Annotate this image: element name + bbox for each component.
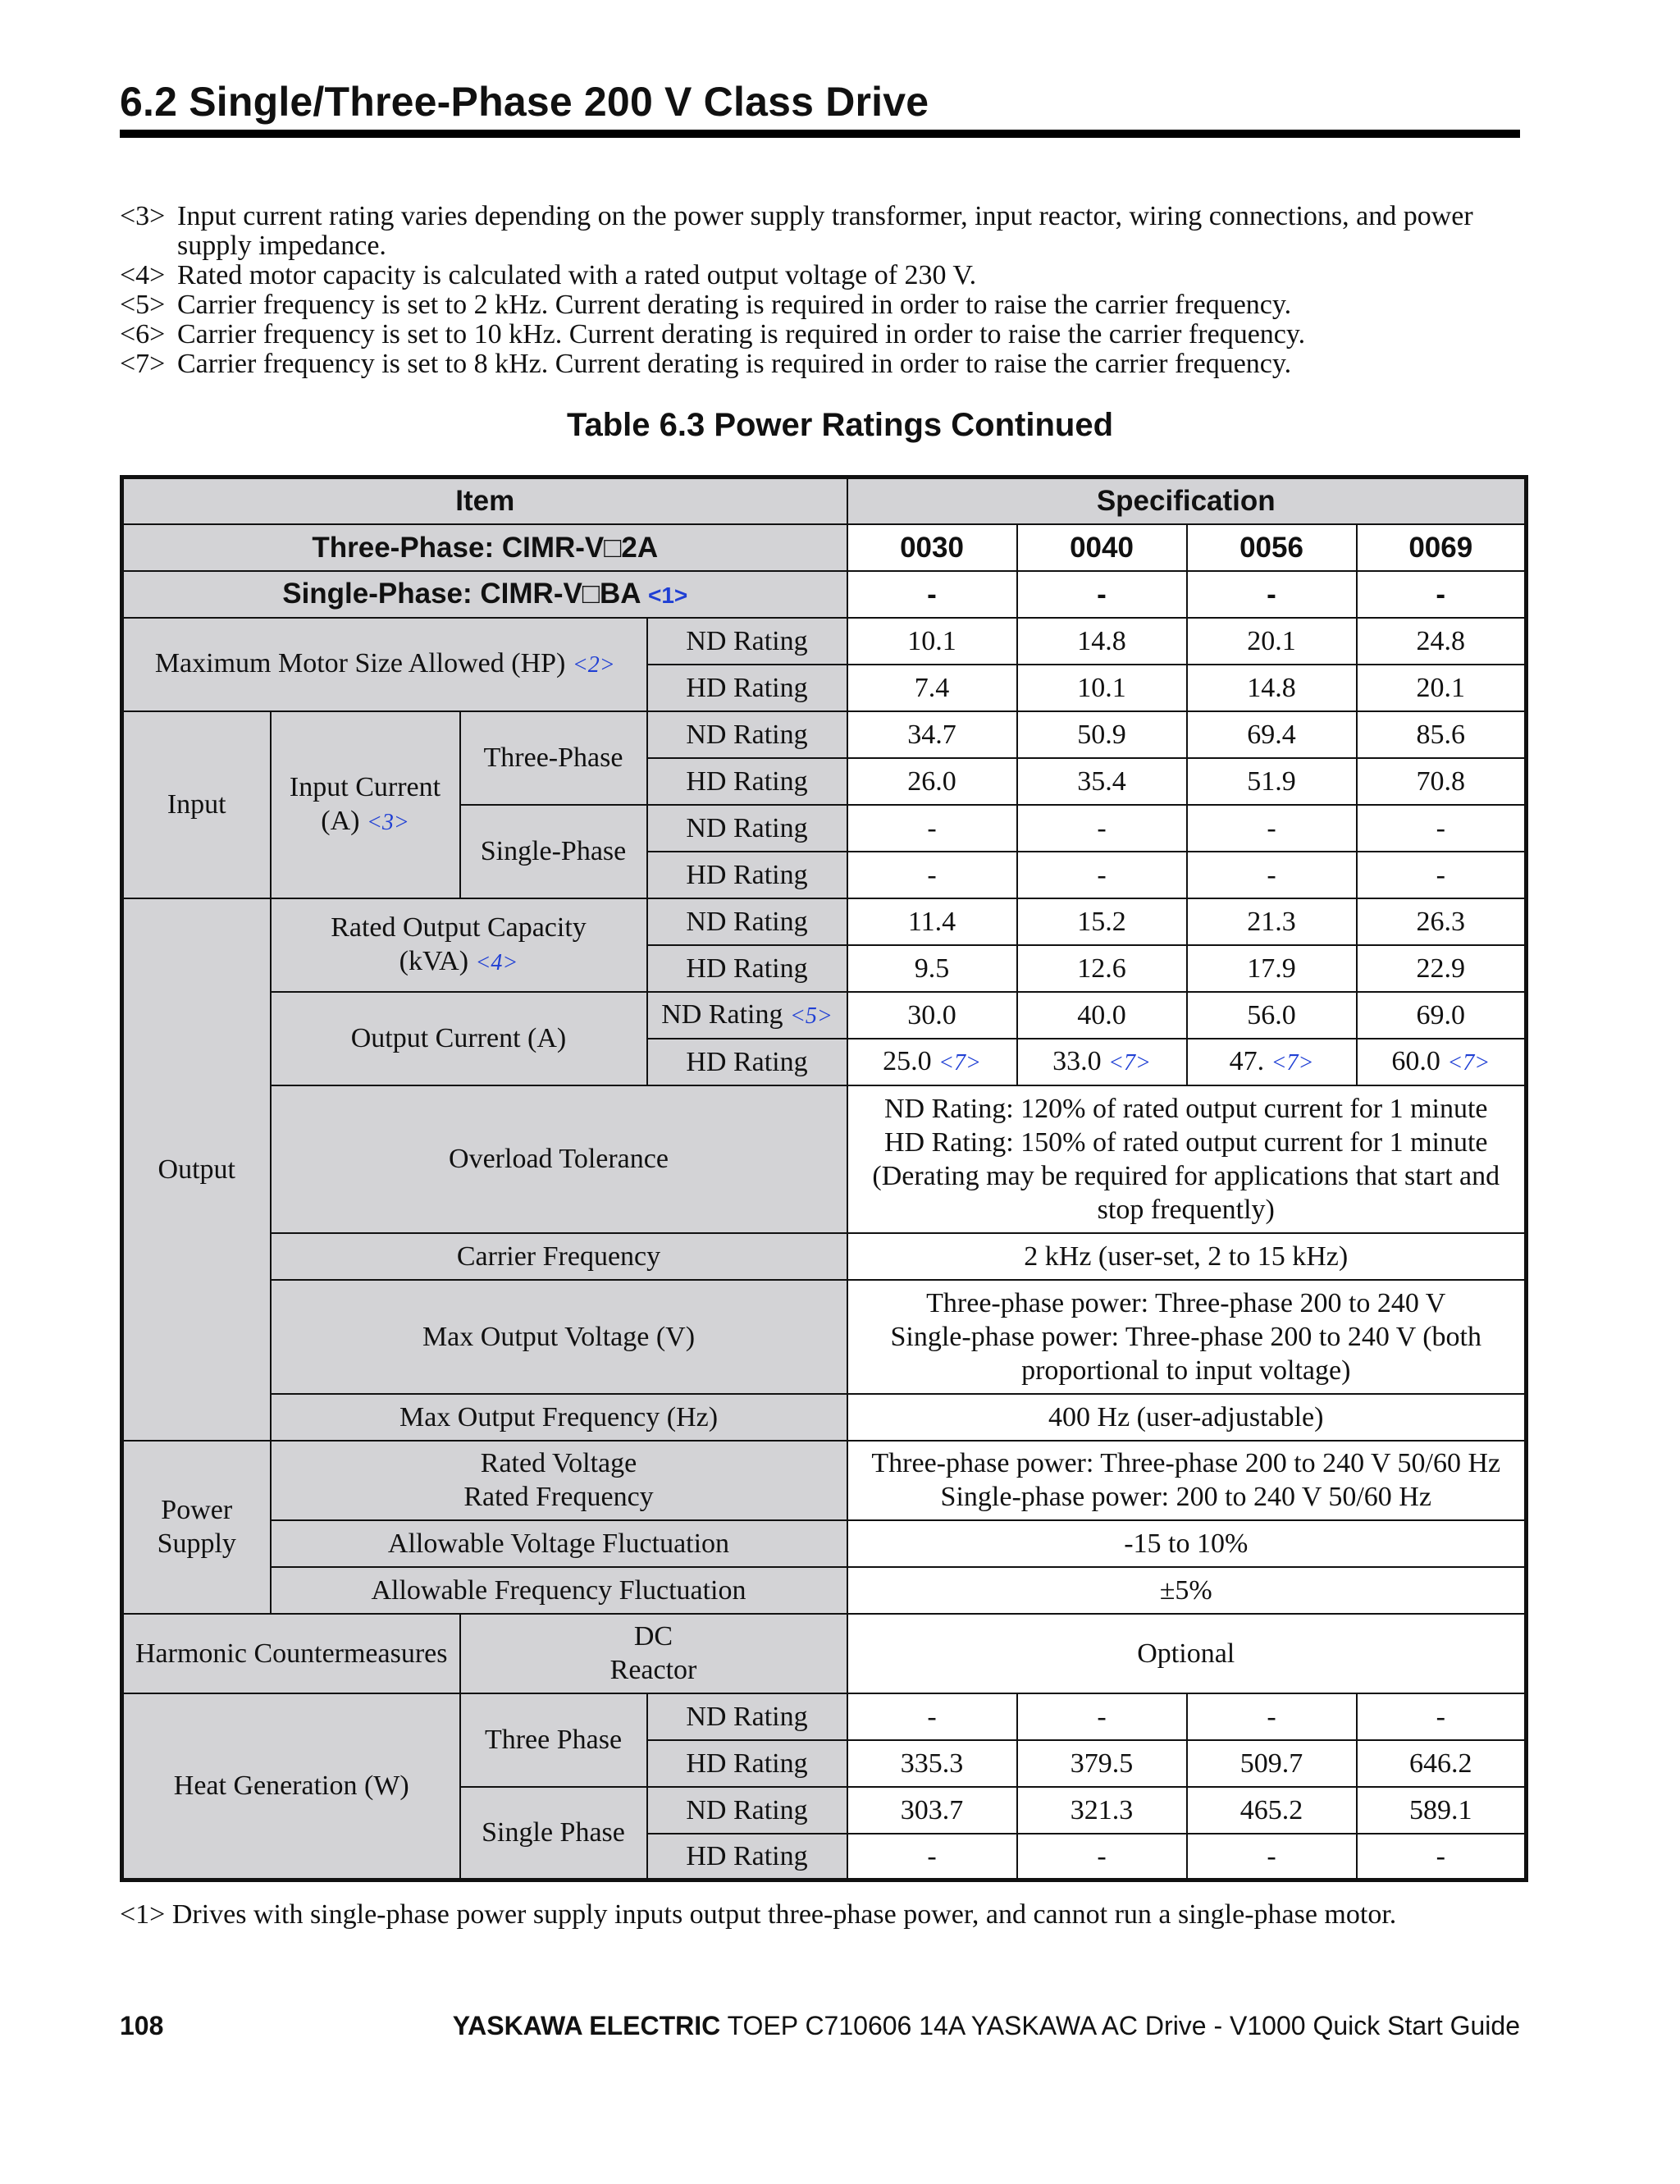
cell-value: 25.0 bbox=[883, 1045, 932, 1076]
max-output-frequency-value: 400 Hz (user-adjustable) bbox=[847, 1394, 1527, 1441]
note-tag: <3> bbox=[120, 201, 166, 231]
cell: - bbox=[1187, 1834, 1357, 1880]
input-current-unit: (A) bbox=[321, 805, 360, 836]
model-0069: 0069 bbox=[1357, 524, 1527, 571]
cell: 35.4 bbox=[1017, 758, 1187, 805]
cell: - bbox=[1017, 805, 1187, 852]
table-row bbox=[122, 711, 1527, 758]
overload-tolerance-value bbox=[847, 1085, 1527, 1233]
cell: - bbox=[1357, 805, 1527, 852]
rated-output-capacity-text: Rated Output Capacity bbox=[331, 912, 587, 943]
power-text: Power bbox=[161, 1495, 233, 1525]
three-phase-model-row bbox=[122, 524, 1527, 571]
cell: - bbox=[1357, 571, 1527, 618]
power-supply-label bbox=[122, 1441, 271, 1614]
input-current-label bbox=[271, 711, 460, 898]
cell: - bbox=[1357, 1693, 1527, 1740]
max-output-voltage-value bbox=[847, 1280, 1527, 1394]
rated-voltage-line: Single-phase power: 200 to 240 V 50/60 Hz bbox=[940, 1482, 1431, 1512]
rated-frequency-text: Rated Frequency bbox=[463, 1482, 654, 1512]
cell: 321.3 bbox=[1017, 1787, 1187, 1834]
overload-line: HD Rating: 150% of rated output current for 1 minute bbox=[883, 1126, 1488, 1158]
note-text: Carrier frequency is set to 8 kHz. Current derating is required in order to raise the carrier frequency. bbox=[177, 349, 1292, 379]
cell bbox=[1357, 1039, 1527, 1085]
note-tag: <5> bbox=[120, 290, 166, 320]
cell: 14.8 bbox=[1187, 665, 1357, 711]
cell: 11.4 bbox=[847, 898, 1017, 945]
note-tag: <6> bbox=[120, 319, 166, 350]
table-row bbox=[122, 1280, 1527, 1394]
model-0030: 0030 bbox=[847, 524, 1017, 571]
cell: - bbox=[847, 1693, 1017, 1740]
cell: 335.3 bbox=[847, 1740, 1017, 1787]
table-row bbox=[122, 1441, 1527, 1520]
note-4 bbox=[120, 261, 1514, 290]
hd-rating-label: HD Rating bbox=[647, 945, 847, 992]
cell: - bbox=[1017, 571, 1187, 618]
cell: 21.3 bbox=[1187, 898, 1357, 945]
overload-tolerance-label: Overload Tolerance bbox=[271, 1085, 847, 1233]
single-phase-model-text: Single-Phase: CIMR-V□BA bbox=[282, 577, 641, 610]
table-row bbox=[122, 618, 1527, 665]
cell: 15.2 bbox=[1017, 898, 1187, 945]
cell: - bbox=[847, 571, 1017, 618]
cell: 14.8 bbox=[1017, 618, 1187, 665]
cell: 34.7 bbox=[847, 711, 1017, 758]
table-row bbox=[122, 1394, 1527, 1441]
overload-line: ND Rating: 120% of rated output current for 1 minute bbox=[883, 1093, 1488, 1124]
rated-output-capacity-label bbox=[271, 898, 647, 992]
cell: 69.0 bbox=[1357, 992, 1527, 1039]
note-3 bbox=[120, 202, 1514, 261]
ref-link-4[interactable]: <4> bbox=[475, 949, 518, 975]
cell: 20.1 bbox=[1187, 618, 1357, 665]
note-text: Rated motor capacity is calculated with a rated output voltage of 230 V. bbox=[177, 260, 977, 290]
harmonic-value: Optional bbox=[847, 1614, 1527, 1693]
input-label: Input bbox=[122, 711, 271, 898]
nd-rating-text: ND Rating bbox=[661, 998, 783, 1030]
table-row bbox=[122, 1567, 1527, 1614]
cell: 22.9 bbox=[1357, 945, 1527, 992]
footnote-tag: <1> bbox=[120, 1899, 166, 1930]
cell: - bbox=[1017, 1693, 1187, 1740]
hd-rating-label: HD Rating bbox=[647, 665, 847, 711]
max-motor-text: Maximum Motor Size Allowed (HP) bbox=[154, 648, 566, 679]
nd-rating-label: ND Rating bbox=[647, 805, 847, 852]
output-label: Output bbox=[122, 898, 271, 1441]
cell: 17.9 bbox=[1187, 945, 1357, 992]
cell: 509.7 bbox=[1187, 1740, 1357, 1787]
ref-link-5[interactable]: <5> bbox=[789, 1003, 833, 1029]
footer-document-title bbox=[453, 2011, 1520, 2041]
rated-voltage-frequency-value bbox=[847, 1441, 1527, 1520]
table-caption: Table 6.3 Power Ratings Continued bbox=[566, 407, 1113, 443]
rated-voltage-text: Rated Voltage bbox=[480, 1448, 637, 1478]
power-ratings-table bbox=[120, 475, 1528, 1882]
hd-rating-label: HD Rating bbox=[647, 852, 847, 898]
page-number: 108 bbox=[120, 2011, 164, 2040]
voltage-line: Three-phase power: Three-phase 200 to 240 V bbox=[926, 1287, 1446, 1318]
note-5 bbox=[120, 290, 1514, 320]
nd-rating-label: ND Rating bbox=[647, 898, 847, 945]
heat-generation-label: Heat Generation (W) bbox=[122, 1693, 460, 1880]
hd-rating-label: HD Rating bbox=[647, 1740, 847, 1787]
max-output-frequency-label: Max Output Frequency (Hz) bbox=[271, 1394, 847, 1441]
note-text: Carrier frequency is set to 2 kHz. Current derating is required in order to raise the carrier frequency. bbox=[177, 290, 1292, 320]
ref-link-7[interactable]: <7> bbox=[1108, 1049, 1151, 1076]
cell: - bbox=[847, 1834, 1017, 1880]
carrier-frequency-value: 2 kHz (user-set, 2 to 15 kHz) bbox=[847, 1233, 1527, 1280]
carrier-frequency-label: Carrier Frequency bbox=[271, 1233, 847, 1280]
single-phase-model-label bbox=[122, 571, 847, 618]
cell bbox=[847, 1039, 1017, 1085]
nd-rating-label: ND Rating bbox=[647, 711, 847, 758]
ref-link-3[interactable]: <3> bbox=[366, 809, 409, 835]
cell: 56.0 bbox=[1187, 992, 1357, 1039]
allowable-frequency-value: ±5% bbox=[847, 1567, 1527, 1614]
rated-voltage-line: Three-phase power: Three-phase 200 to 240 V 50/60 Hz bbox=[871, 1448, 1501, 1478]
note-text: Input current rating varies depending on the power supply transformer, input reactor, wiring connections, and power supply impedance. bbox=[177, 201, 1473, 261]
heat-three-phase-label: Three Phase bbox=[460, 1693, 647, 1787]
nd-rating-label: ND Rating bbox=[647, 618, 847, 665]
note-tag: <7> bbox=[120, 349, 166, 379]
table-row bbox=[122, 1693, 1527, 1740]
voltage-line: Single-phase power: Three-phase 200 to 240 V (both bbox=[890, 1321, 1481, 1352]
ref-link-7[interactable]: <7> bbox=[1271, 1049, 1314, 1076]
ref-link-7[interactable]: <7> bbox=[938, 1049, 981, 1076]
cell: 20.1 bbox=[1357, 665, 1527, 711]
header-specification: Specification bbox=[847, 477, 1527, 524]
hd-rating-label: HD Rating bbox=[647, 758, 847, 805]
footer-company: YASKAWA ELECTRIC bbox=[452, 2011, 721, 2040]
cell: 12.6 bbox=[1017, 945, 1187, 992]
input-current-text: Input Current bbox=[289, 771, 441, 802]
ref-link-1[interactable]: <1> bbox=[647, 582, 688, 608]
cell: 465.2 bbox=[1187, 1787, 1357, 1834]
cell: 26.0 bbox=[847, 758, 1017, 805]
cell bbox=[1187, 1039, 1357, 1085]
note-7 bbox=[120, 350, 1514, 379]
footer-document: TOEP C710606 14A YASKAWA AC Drive - V1000 Quick Start Guide bbox=[727, 2011, 1520, 2040]
cell: - bbox=[847, 852, 1017, 898]
heat-single-phase-label: Single Phase bbox=[460, 1787, 647, 1880]
reactor-text: Reactor bbox=[609, 1655, 697, 1685]
cell: 24.8 bbox=[1357, 618, 1527, 665]
cell: 69.4 bbox=[1187, 711, 1357, 758]
notes-list bbox=[120, 202, 1514, 379]
nd-rating-label: ND Rating bbox=[647, 1693, 847, 1740]
cell-value: 33.0 bbox=[1052, 1045, 1102, 1076]
cell-value: 60.0 bbox=[1391, 1045, 1440, 1076]
cell: 26.3 bbox=[1357, 898, 1527, 945]
footnote-text: Drives with single-phase power supply inputs output three-phase power, and cannot run a single-phase motor. bbox=[171, 1899, 1397, 1930]
cell-value: 47. bbox=[1229, 1045, 1265, 1076]
table-row bbox=[122, 1520, 1527, 1567]
cell: - bbox=[1017, 1834, 1187, 1880]
cell: 10.1 bbox=[847, 618, 1017, 665]
overload-line: stop frequently) bbox=[1097, 1194, 1275, 1225]
cell: 10.1 bbox=[1017, 665, 1187, 711]
voltage-line: proportional to input voltage) bbox=[1021, 1355, 1351, 1386]
cell: 7.4 bbox=[847, 665, 1017, 711]
table-row bbox=[122, 898, 1527, 945]
cell: - bbox=[1187, 852, 1357, 898]
footnote bbox=[120, 1899, 1396, 1930]
three-phase-label: Three-Phase bbox=[460, 711, 647, 805]
cell: - bbox=[1187, 571, 1357, 618]
ref-link-7[interactable]: <7> bbox=[1447, 1049, 1491, 1076]
cell: - bbox=[1017, 852, 1187, 898]
single-phase-label: Single-Phase bbox=[460, 805, 647, 898]
max-output-voltage-label: Max Output Voltage (V) bbox=[271, 1280, 847, 1394]
section-title: 6.2 Single/Three-Phase 200 V Class Drive bbox=[120, 79, 929, 125]
cell: - bbox=[847, 805, 1017, 852]
allowable-voltage-value: -15 to 10% bbox=[847, 1520, 1527, 1567]
table-row bbox=[122, 992, 1527, 1039]
cell: 379.5 bbox=[1017, 1740, 1187, 1787]
table-row bbox=[122, 1085, 1527, 1233]
cell: 9.5 bbox=[847, 945, 1017, 992]
supply-text: Supply bbox=[157, 1528, 236, 1559]
single-phase-model-row bbox=[122, 571, 1527, 618]
model-0040: 0040 bbox=[1017, 524, 1187, 571]
three-phase-model-label: Three-Phase: CIMR-V□2A bbox=[122, 524, 847, 571]
dc-reactor-label bbox=[460, 1614, 847, 1693]
table-row bbox=[122, 1614, 1527, 1693]
note-6 bbox=[120, 320, 1514, 350]
model-0056: 0056 bbox=[1187, 524, 1357, 571]
cell: - bbox=[1187, 1693, 1357, 1740]
cell: 40.0 bbox=[1017, 992, 1187, 1039]
hd-rating-label: HD Rating bbox=[647, 1834, 847, 1880]
header-item: Item bbox=[122, 477, 847, 524]
section-title-rule bbox=[120, 130, 1520, 138]
cell: 646.2 bbox=[1357, 1740, 1527, 1787]
nd-rating-label bbox=[647, 992, 847, 1039]
overload-line: (Derating may be required for applications that start and bbox=[872, 1160, 1500, 1191]
note-text: Carrier frequency is set to 10 kHz. Current derating is required in order to raise the carrier frequency. bbox=[177, 319, 1306, 350]
output-current-label: Output Current (A) bbox=[271, 992, 647, 1085]
rated-voltage-frequency-label bbox=[271, 1441, 847, 1520]
allowable-voltage-label: Allowable Voltage Fluctuation bbox=[271, 1520, 847, 1567]
cell: 51.9 bbox=[1187, 758, 1357, 805]
cell: 70.8 bbox=[1357, 758, 1527, 805]
cell: 50.9 bbox=[1017, 711, 1187, 758]
hd-rating-label: HD Rating bbox=[647, 1039, 847, 1085]
cell: 303.7 bbox=[847, 1787, 1017, 1834]
cell: 85.6 bbox=[1357, 711, 1527, 758]
allowable-frequency-label: Allowable Frequency Fluctuation bbox=[271, 1567, 847, 1614]
cell: 589.1 bbox=[1357, 1787, 1527, 1834]
harmonic-label: Harmonic Countermeasures bbox=[122, 1614, 460, 1693]
cell: 30.0 bbox=[847, 992, 1017, 1039]
nd-rating-label: ND Rating bbox=[647, 1787, 847, 1834]
rated-output-capacity-unit: (kVA) bbox=[399, 945, 469, 976]
max-motor-label bbox=[122, 618, 647, 711]
table-row bbox=[122, 1233, 1527, 1280]
table-header-row bbox=[122, 477, 1527, 524]
ref-link-2[interactable]: <2> bbox=[572, 652, 615, 678]
cell: - bbox=[1357, 852, 1527, 898]
cell: - bbox=[1357, 1834, 1527, 1880]
note-tag: <4> bbox=[120, 260, 166, 290]
cell bbox=[1017, 1039, 1187, 1085]
dc-text: DC bbox=[633, 1621, 673, 1652]
cell: - bbox=[1187, 805, 1357, 852]
